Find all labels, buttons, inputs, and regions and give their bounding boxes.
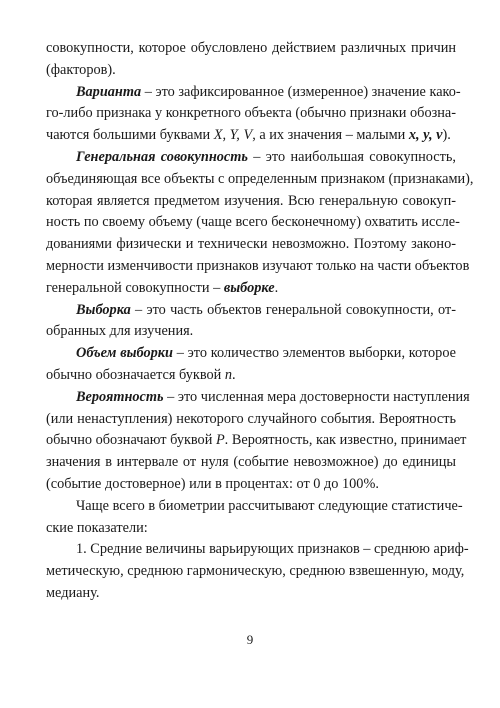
- text-line: метическую, среднюю гармоническую, среднюю взвешенную, моду,: [46, 563, 465, 580]
- text-fragment: , а их значения – малыми: [252, 127, 409, 144]
- text-line: [46, 125, 456, 147]
- term-varianta: Варианта: [76, 83, 142, 100]
- text-line: (или ненаступления) некоторого случайного события. Вероятность: [46, 410, 456, 427]
- list-item-1: [46, 539, 469, 604]
- text-line: дованиями физически и технически невозможно. Поэтому законо-: [46, 236, 456, 253]
- text-line: которая является предметом изучения. Всю генеральную совокуп-: [46, 192, 456, 209]
- text-line: [46, 278, 456, 300]
- text-line: мерности изменчивости признаков изучают только на части объектов: [46, 257, 470, 274]
- variable-names: X, Y, V: [213, 127, 253, 144]
- text-line: значения в интервале от нуля (событие невозможное) до единицы: [46, 454, 456, 471]
- variable-values: x, y, v: [408, 127, 443, 144]
- text-line: [46, 300, 456, 322]
- text-fragment: .: [274, 279, 279, 296]
- text-line: [46, 387, 470, 409]
- term-sample-size: Объем выборки: [76, 345, 173, 362]
- text-fragment: обычно обозначают буквой: [46, 432, 216, 449]
- text-fragment: – это зафиксированное (измеренное) значение како-: [141, 83, 461, 100]
- text-fragment: – это количество элементов выборки, которое: [172, 345, 456, 362]
- term-sample-inline: выборке: [223, 279, 275, 296]
- text-fragment: . Вероятность, как известно, принимает: [224, 432, 467, 449]
- text-line: объединяющая все объекты с определенным признаком (признаками),: [46, 170, 474, 187]
- term-general-population: Генеральная совокупность: [76, 148, 248, 165]
- term-probability: Вероятность: [76, 388, 164, 405]
- paragraph-sample-size: [46, 343, 456, 387]
- body-text: [46, 38, 474, 605]
- variable-n: n: [224, 366, 233, 383]
- text-fragment: ).: [442, 127, 451, 144]
- text-fragment: обычно обозначается буквой: [46, 366, 225, 383]
- text-line: (факторов).: [46, 61, 116, 78]
- text-line: (событие достоверное) или в процентах: от 0 до 100%.: [46, 475, 379, 492]
- text-line: 1. Средние величины варьирующих признаков – среднюю ариф-: [76, 541, 469, 558]
- paragraph-probability: [46, 387, 470, 496]
- text-line: [46, 147, 456, 169]
- text-line: ность по своему объему (чаще всего бесконечному) охватить иссле-: [46, 214, 460, 231]
- text-line: [46, 430, 467, 452]
- text-fragment: .: [232, 366, 236, 383]
- paragraph-indicators: [46, 496, 463, 540]
- text-line: [46, 82, 461, 104]
- text-line: [46, 365, 456, 387]
- term-sample: Выборка: [76, 301, 131, 318]
- text-line: ские показатели:: [46, 519, 148, 536]
- text-line: го-либо признака у конкретного объекта (обычно признаки обозна-: [46, 105, 456, 122]
- paragraph-1: [46, 38, 456, 82]
- text-line: медиану.: [46, 584, 100, 601]
- text-line: Чаще всего в биометрии рассчитывают следующие статистиче-: [76, 497, 463, 514]
- text-fragment: – это наибольшая совокупность,: [247, 148, 456, 165]
- variable-p: P: [215, 432, 225, 449]
- paragraph-varianta: [46, 82, 461, 147]
- text-line: совокупности, которое обусловлено действием различных причин: [46, 40, 456, 56]
- text-line: [46, 343, 456, 365]
- page-number: 9: [246, 632, 254, 647]
- text-fragment: генеральной совокупности –: [46, 279, 224, 296]
- text-fragment: – это часть объектов генеральной совокупности, от-: [130, 301, 456, 318]
- paragraph-sample: [46, 300, 456, 344]
- text-line: обранных для изучения.: [46, 323, 194, 340]
- paragraph-general-population: [46, 147, 474, 300]
- text-fragment: – это численная мера достоверности наступления: [163, 388, 470, 405]
- text-fragment: чаются большими буквами: [46, 127, 214, 144]
